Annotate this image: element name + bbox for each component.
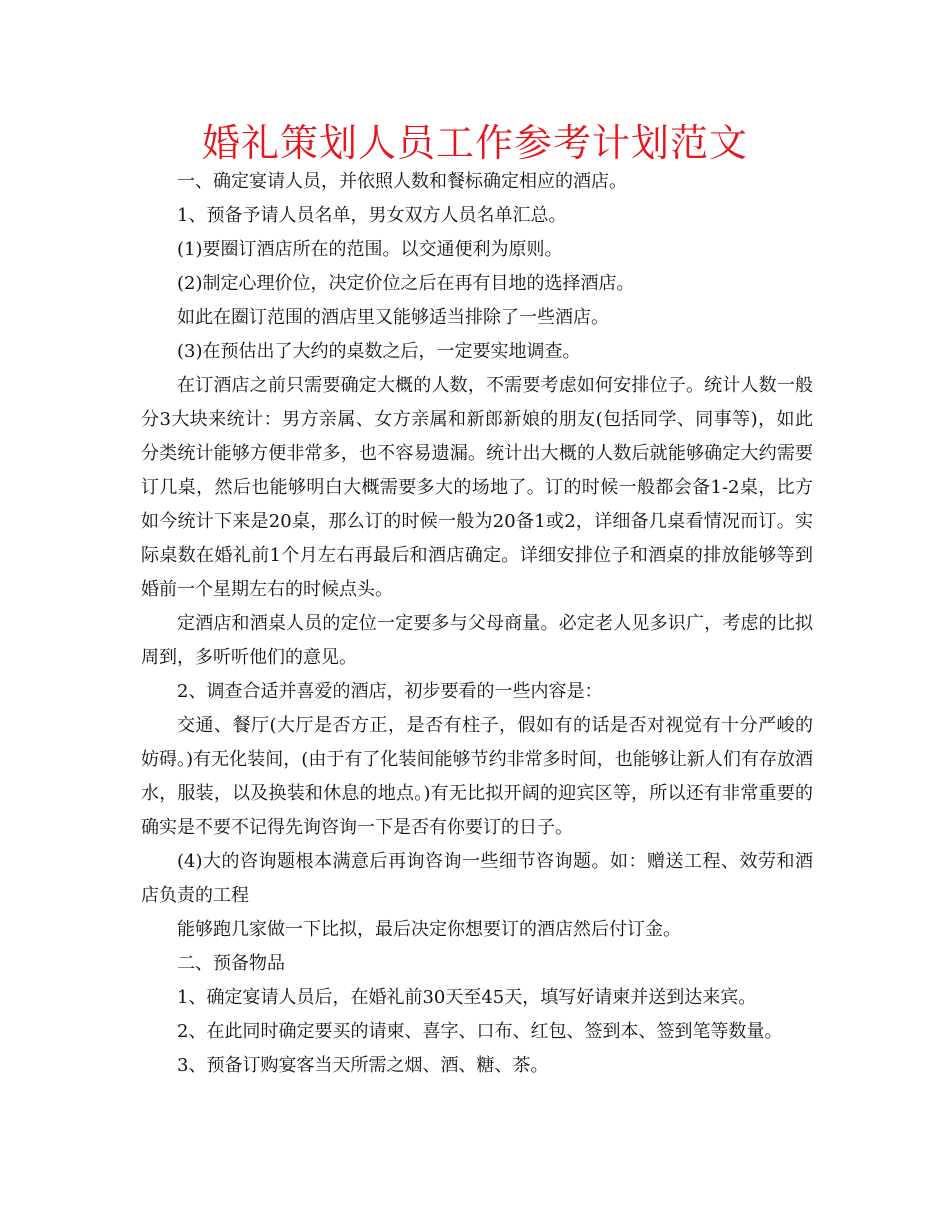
paragraph: 交通、餐厅(大厅是否方正，是否有柱子，假如有的话是否对视觉有十分严峻的妨碍。)有无化装间，(由于有了化装间能够节约非常多时间，也能够让新人们有存放酒水，服装，以及换装和休息的地点。)有无比拟开阔的迎宾区等，所以还有非常重要的确实是不要不记得先询咨询一下是否有你要订的日子。 <box>141 715 813 838</box>
paragraph: 2、调查合适并喜爱的酒店，初步要看的一些内容是： <box>177 681 603 702</box>
paragraph: (1)要圈订酒店所在的范围。以交通便利为原则。 <box>177 239 563 260</box>
paragraph: (2)制定心理价位，决定价位之后在再有目地的选择酒店。 <box>177 273 635 294</box>
paragraph: 二、预备物品 <box>177 953 285 974</box>
paragraph: 在订酒店之前只需要确定大概的人数，不需要考虑如何安排位子。统计人数一般分3大块来统计：男方亲属、女方亲属和新郎新娘的朋友(包括同学、同事等)，如此分类统计能够方便非常多，也不容易遗漏。统计出大概的人数后就能够确定大约需要订几桌，然后也能够明白大概需要多大的场地了。订的时候一般都会备1-2桌，比方如今统计下来是20桌，那么订的时候一般为20备1或2，详细备几桌看情况而订。实际桌数在婚礼前1个月左右再最后和酒店确定。详细安排位子和酒桌的排放能够等到婚前一个星期左右的时候点头。 <box>141 375 813 600</box>
paragraph: 能够跑几家做一下比拟，最后决定你想要订的酒店然后付订金。 <box>177 919 681 940</box>
paragraph: 一、确定宴请人员，并依照人数和餐标确定相应的酒店。 <box>177 171 627 192</box>
paragraph: 如此在圈订范围的酒店里又能够适当排除了一些酒店。 <box>177 307 609 328</box>
document-body <box>141 165 813 1083</box>
document-title: 婚礼策划人员工作参考计划范文 <box>201 121 748 165</box>
paragraph: 1、确定宴请人员后，在婚礼前30天至45天，填写好请柬并送到达来宾。 <box>177 987 757 1008</box>
paragraph: (4)大的咨询题根本满意后再询咨询一些细节咨询题。如：赠送工程、效劳和酒店负责的工程 <box>141 851 813 906</box>
paragraph: (3)在预估出了大约的桌数之后，一定要实地调查。 <box>177 341 581 362</box>
paragraph: 定酒店和酒桌人员的定位一定要多与父母商量。必定老人见多识广，考虑的比拟周到，多听听他们的意见。 <box>141 613 813 668</box>
paragraph: 3、预备订购宴客当天所需之烟、酒、糖、茶。 <box>177 1055 549 1076</box>
paragraph: 2、在此同时确定要买的请柬、喜字、口布、红包、签到本、签到笔等数量。 <box>177 1021 783 1042</box>
paragraph: 1、预备予请人员名单，男女双方人员名单汇总。 <box>177 205 567 226</box>
